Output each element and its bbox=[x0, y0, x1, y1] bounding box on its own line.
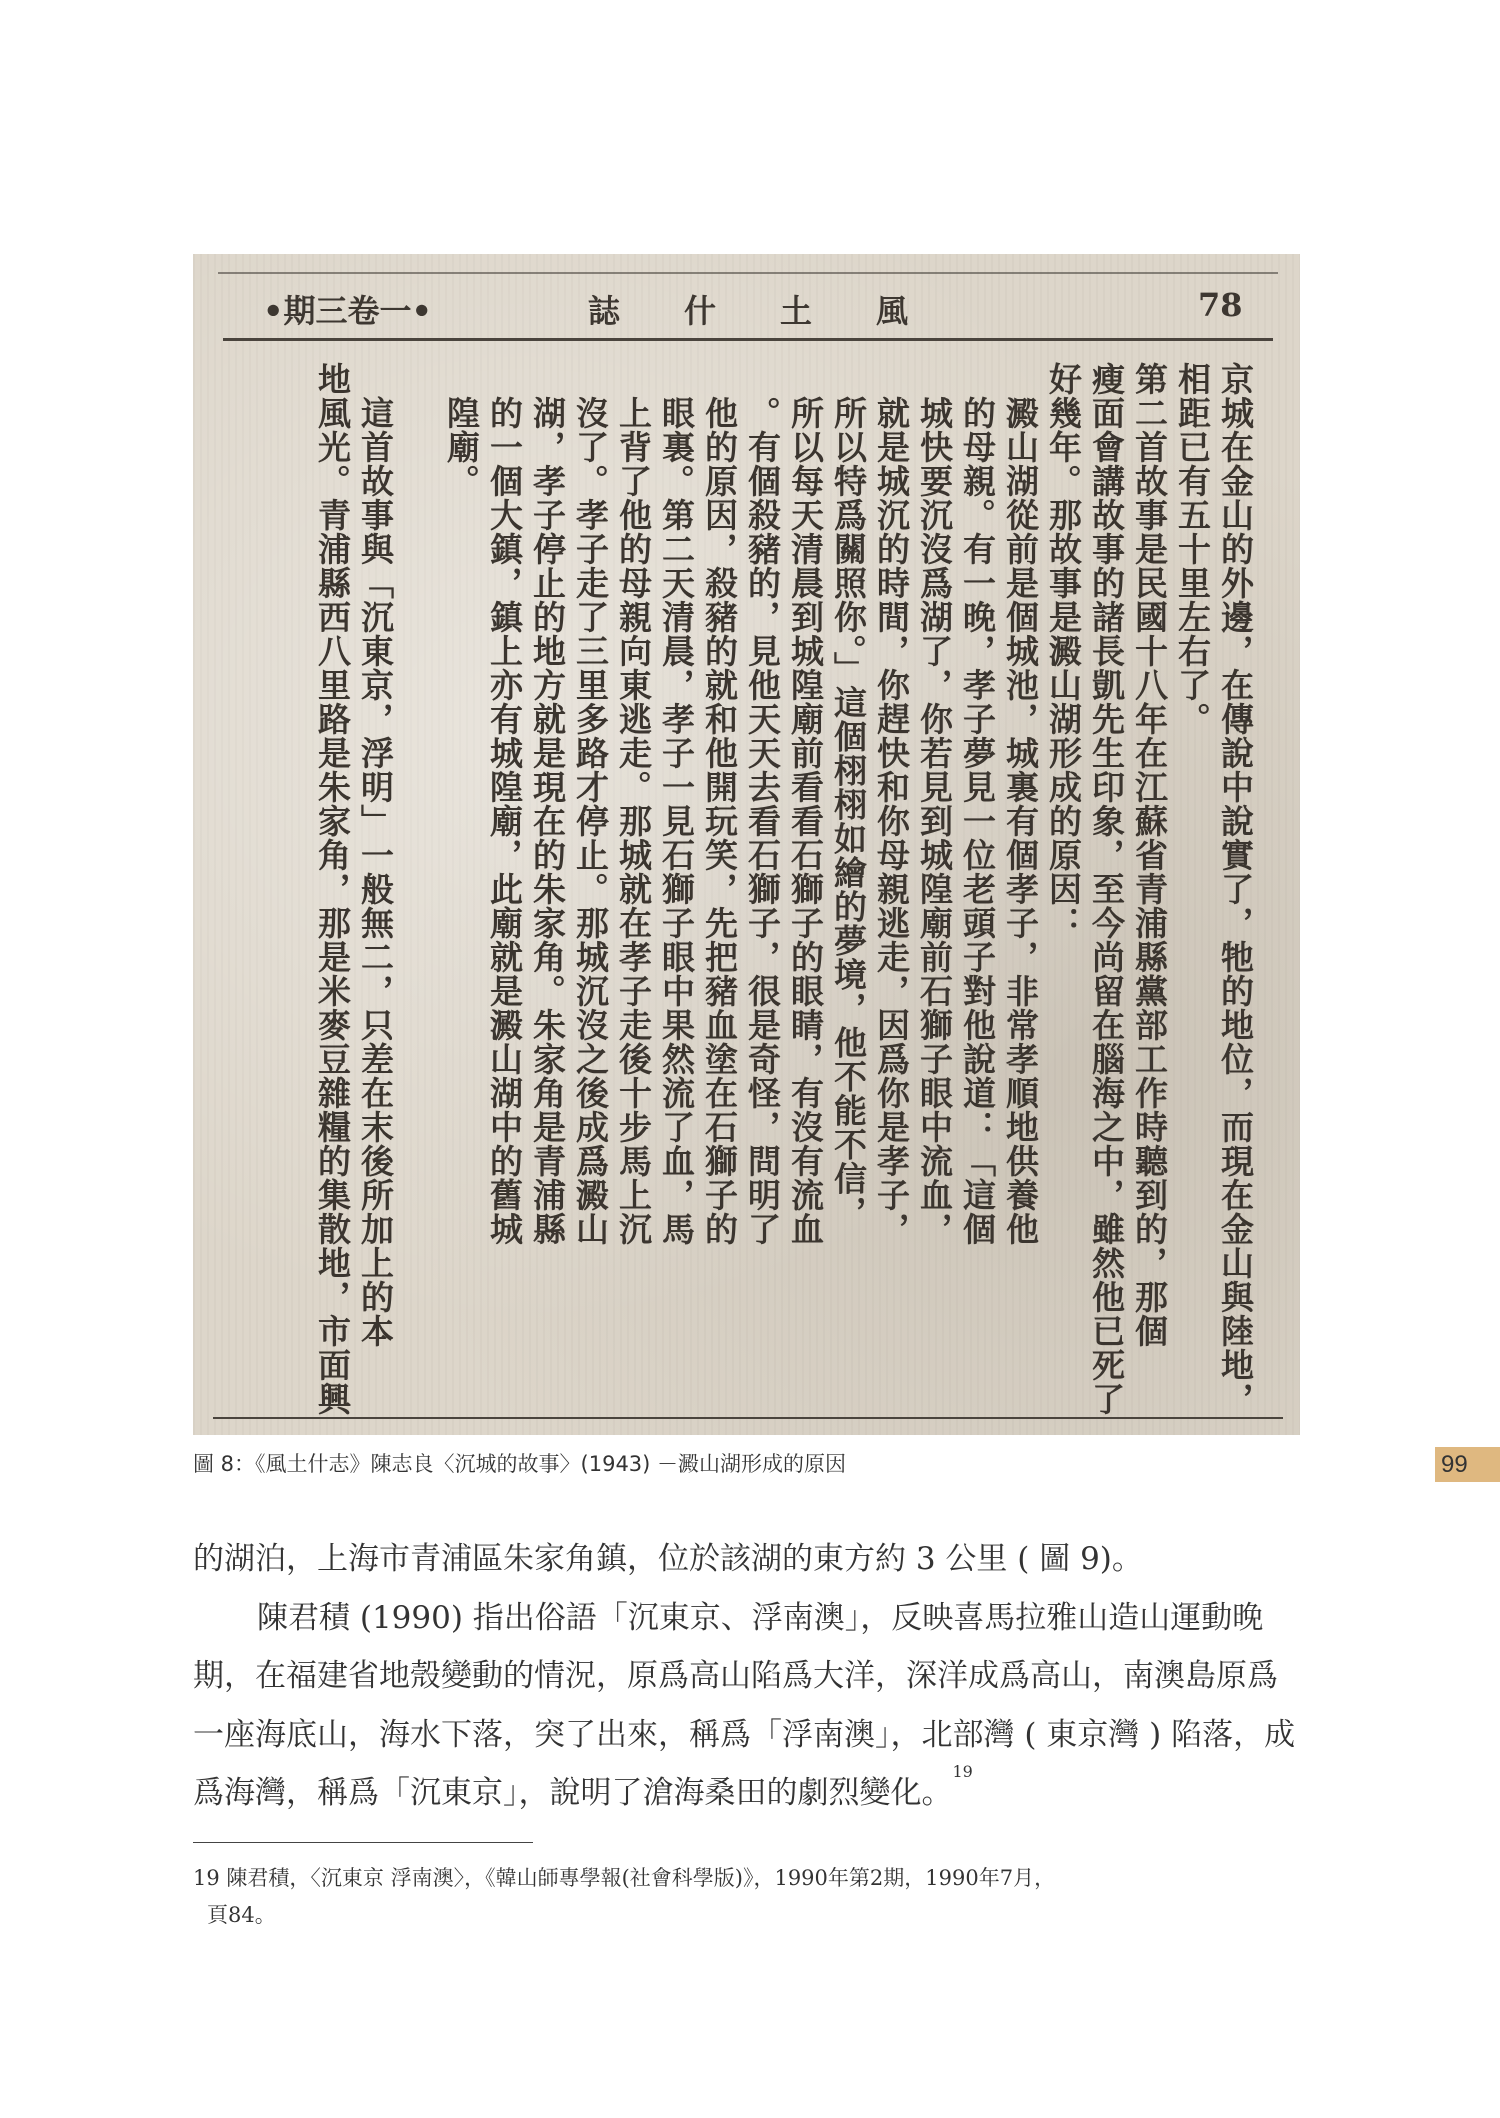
scan-column: 沒了。孝子走了三里多路才停止。那城沉沒之後成爲澱山 bbox=[571, 362, 610, 1246]
scan-column: 就是城沉的時間，你趕快和你母親逃走，因爲你是孝子， bbox=[872, 362, 911, 1246]
scan-column: 城快要沉沒爲湖了，你若見到城隍廟前石獅子眼中流血， bbox=[915, 362, 954, 1246]
scan-column: 眼裏。第二天清晨，孝子一見石獅子眼中果然流了血，馬 bbox=[657, 362, 696, 1246]
page-number: 99 bbox=[1435, 1447, 1500, 1482]
scan-header-page: 78 bbox=[1198, 286, 1243, 324]
scan-column: 湖，孝子停止的地方就是現在的朱家角。朱家角是青浦縣 bbox=[528, 362, 567, 1246]
figure-caption: 圖 8：《風土什志》陳志良〈沉城的故事〉(1943) －澱山湖形成的原因 bbox=[193, 1452, 847, 1476]
paragraph-2 bbox=[193, 1589, 1303, 1823]
newspaper-scan-figure bbox=[193, 254, 1300, 1435]
scan-text-columns bbox=[311, 362, 1257, 1416]
scan-header-issue: •期三卷一• bbox=[263, 292, 432, 330]
footnote-line-2: 頁84。 bbox=[207, 1903, 276, 1927]
scan-column: 所以每天清晨到城隍廟前看看石獅子的眼睛，有沒有流血 bbox=[786, 362, 825, 1246]
body-text bbox=[193, 1530, 1303, 1823]
scan-column: 澱山湖從前是個城池，城裏有個孝子，非常孝順地供養他 bbox=[1001, 362, 1040, 1246]
scan-column: 所以特爲關照你。」這個栩栩如繪的夢境，他不能不信， bbox=[829, 362, 868, 1230]
footnote-line-1: 19 陳君積，〈沉東京 浮南澳〉，《韓山師專學報(社會科學版)》，1990年第2期，1990年7月， bbox=[193, 1866, 1056, 1890]
scan-bottom-rule bbox=[213, 1417, 1283, 1419]
scan-column: 好幾年。那故事是澱山湖形成的原因： bbox=[1044, 362, 1083, 940]
scan-header-title: 誌 什 土 風 bbox=[588, 292, 909, 330]
scan-column: 第二首故事是民國十八年在江蘇省青浦縣黨部工作時聽到的，那個 bbox=[1130, 362, 1169, 1348]
scan-column: 的母親。有一晚，孝子夢見一位老頭子對他說道：「這個 bbox=[958, 362, 997, 1246]
scan-column: 地風光。青浦縣西八里路是朱家角，那是米麥豆雜糧的集散地，市面興 bbox=[313, 362, 352, 1416]
scan-column: 隍廟。 bbox=[442, 362, 481, 498]
scan-top-rule bbox=[218, 272, 1278, 274]
scan-column: 上背了他的母親向東逃走。那城就在孝子走後十步馬上沉 bbox=[614, 362, 653, 1246]
scan-column bbox=[397, 362, 440, 1412]
scan-column: 相距已有五十里左右了。 bbox=[1173, 362, 1212, 736]
paragraph-1: 的湖泊，上海市青浦區朱家角鎮，位於該湖的東方約 3 公里 ( 圖 9)。 bbox=[193, 1541, 1143, 1577]
footnote bbox=[193, 1860, 1343, 1934]
scan-column: 。有個殺豬的，見他天天去看石獅子，很是奇怪，問明了 bbox=[743, 362, 782, 1246]
paragraph-2-text: 陳君積 (1990) 指出俗語「沉東京、浮南澳」，反映喜馬拉雅山造山運動晚期，在福建省地殼變動的情況，原爲高山陷爲大洋，深洋成爲高山，南澳島原爲一座海底山，海水下落，突了出來，稱爲「浮南澳」，北部灣 ( 東京灣 ) 陷落，成爲海灣，稱爲「沉東京」，說明了滄海桑田的劇烈變化。 bbox=[193, 1599, 1296, 1811]
scan-header-rule bbox=[223, 338, 1273, 341]
scan-column: 京城在金山的外邊，在傳說中說實了，牠的地位，而現在金山與陸地， bbox=[1216, 362, 1255, 1416]
scan-column: 這首故事與「沉東京，浮明」一般無二，只差在末後所加上的本 bbox=[356, 362, 395, 1348]
scan-column: 瘦面會講故事的諸長凱先生印象，至今尚留在腦海之中，雖然他已死了 bbox=[1087, 362, 1126, 1416]
scan-column: 的一個大鎮，鎮上亦有城隍廟，此廟就是澱山湖中的舊城 bbox=[485, 362, 524, 1246]
footnote-divider bbox=[193, 1842, 533, 1843]
scan-column: 他的原因，殺豬的就和他開玩笑，先把豬血塗在石獅子的 bbox=[700, 362, 739, 1246]
footnote-ref[interactable]: 19 bbox=[952, 1762, 973, 1781]
